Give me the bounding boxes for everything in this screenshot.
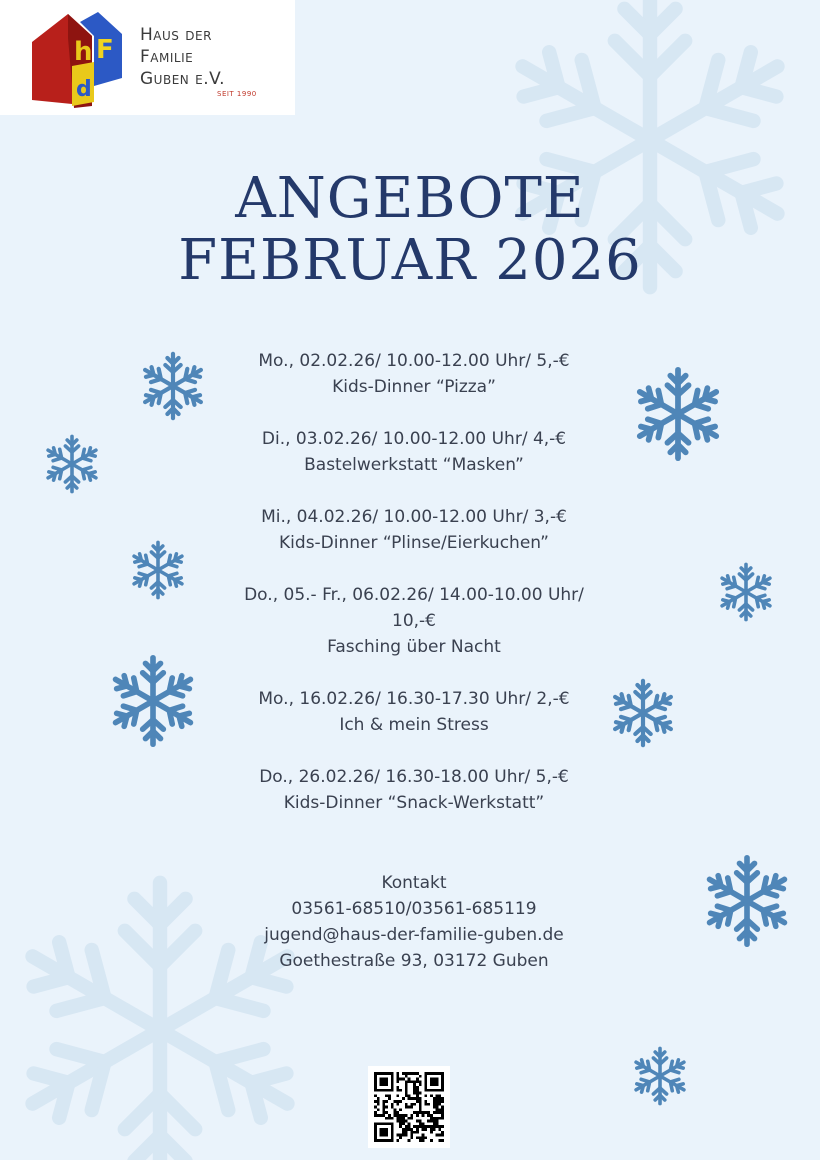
event-title: Ich & mein Stress	[339, 715, 489, 735]
contact-heading: Kontakt	[381, 873, 447, 893]
snowflake-icon	[630, 366, 726, 462]
snowflake-icon	[716, 562, 776, 622]
logo-since: SEIT 1990	[217, 90, 257, 98]
logo-line-3: Guben e.V.	[140, 69, 225, 89]
qr-code[interactable]	[368, 1066, 450, 1148]
svg-text:F: F	[96, 35, 114, 65]
event-item	[200, 426, 628, 478]
event-item	[200, 582, 628, 660]
organization-logo	[0, 0, 295, 115]
title-line-1: ANGEBOTE	[235, 166, 585, 231]
snowflake-icon	[138, 350, 208, 422]
event-date: Mo., 02.02.26/ 10.00-12.00 Uhr/ 5,-€	[258, 351, 570, 371]
event-title: Kids-Dinner “Plinse/Eierkuchen”	[279, 533, 549, 553]
snowflake-icon	[42, 434, 102, 494]
event-title: Fasching über Nacht	[327, 637, 501, 657]
event-item	[200, 764, 628, 816]
snowflake-icon	[106, 654, 200, 748]
snowflake-icon	[128, 540, 188, 600]
logo-wordmark	[140, 24, 225, 90]
qr-code-icon	[374, 1072, 444, 1142]
page-title	[0, 168, 820, 292]
title-line-2: FEBRUAR 2026	[178, 228, 642, 293]
contact-phone: 03561-68510/03561-685119	[291, 899, 537, 919]
event-date: Do., 05.- Fr., 06.02.26/ 14.00-10.00 Uhr/	[244, 585, 584, 605]
event-date: Mo., 16.02.26/ 16.30-17.30 Uhr/ 2,-€	[258, 689, 570, 709]
event-list	[200, 348, 628, 842]
event-title: Kids-Dinner “Snack-Werkstatt”	[283, 793, 545, 813]
event-date: Do., 26.02.26/ 16.30-18.00 Uhr/ 5,-€	[259, 767, 569, 787]
snowflake-icon	[630, 1046, 690, 1106]
logo-line-2: Familie	[140, 47, 194, 67]
event-title: Kids-Dinner “Pizza”	[332, 377, 496, 397]
contact-block	[200, 870, 628, 974]
snowflake-icon	[700, 854, 794, 948]
event-price: 10,-€	[392, 611, 436, 631]
snowflake-icon	[608, 678, 678, 748]
svg-text:d: d	[76, 77, 92, 102]
contact-email: jugend@haus-der-familie-guben.de	[264, 925, 564, 945]
event-item	[200, 504, 628, 556]
logo-line-1: Haus der	[140, 25, 212, 45]
logo-house-icon	[28, 8, 126, 108]
event-title: Bastelwerkstatt “Masken”	[304, 455, 524, 475]
contact-address: Goethestraße 93, 03172 Guben	[279, 951, 549, 971]
event-date: Mi., 04.02.26/ 10.00-12.00 Uhr/ 3,-€	[261, 507, 567, 527]
event-item	[200, 348, 628, 400]
event-date: Di., 03.02.26/ 10.00-12.00 Uhr/ 4,-€	[261, 429, 567, 449]
svg-text:h: h	[74, 37, 93, 67]
event-item	[200, 686, 628, 738]
